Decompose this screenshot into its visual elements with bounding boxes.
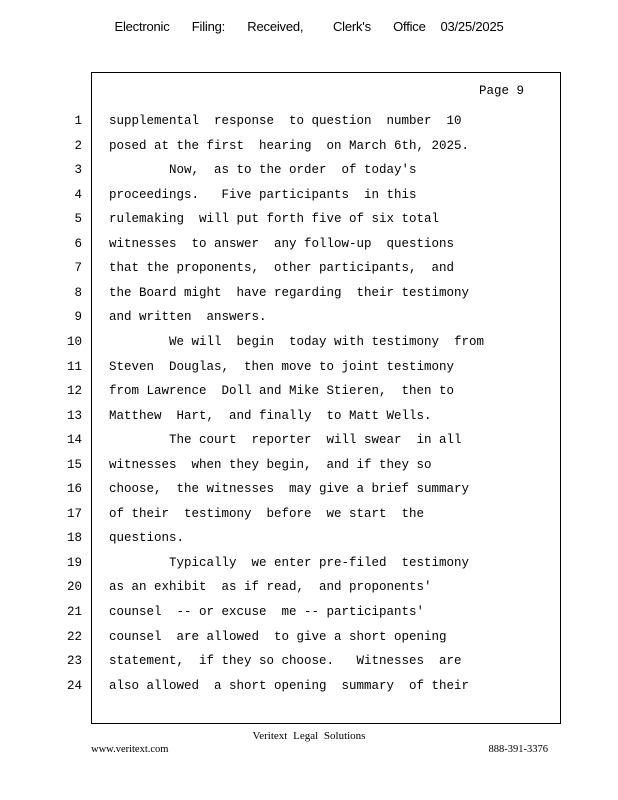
line-number: 12	[66, 384, 82, 398]
footer-phone: 888-391-3376	[488, 744, 548, 755]
line-number: 2	[74, 139, 82, 153]
transcript-line-text: posed at the first hearing on March 6th, 2025.	[109, 139, 470, 153]
transcript-line-text: Typically we enter pre-filed testimony	[109, 556, 470, 570]
transcript-line-text: witnesses to answer any follow-up questions	[109, 237, 455, 251]
transcript-line-text: proceedings. Five participants in this	[109, 188, 417, 202]
line-number: 22	[66, 630, 82, 644]
transcript-line-text: witnesses when they begin, and if they so	[109, 458, 432, 472]
line-number: 6	[74, 237, 82, 251]
line-number: 7	[74, 261, 82, 275]
transcript-line-text: also allowed a short opening summary of their	[109, 679, 470, 693]
line-number: 16	[66, 482, 82, 496]
transcript-line-text: Steven Douglas, then move to joint testimony	[109, 360, 455, 374]
transcript-line-text: and written answers.	[109, 310, 267, 324]
transcript-line-text: as an exhibit as if read, and proponents'	[109, 580, 432, 594]
filing-stamp-header: Electronic Filing: Received, Clerk's Office 03/25/2025	[114, 19, 504, 34]
line-number: 4	[74, 188, 82, 202]
transcript-line-text: questions.	[109, 531, 185, 545]
transcript-line-text: Now, as to the order of today's	[109, 163, 417, 177]
transcript-line-text: The court reporter will swear in all	[109, 433, 462, 447]
transcript-line-text: Matthew Hart, and finally to Matt Wells.	[109, 409, 432, 423]
transcript-line-text: counsel -- or excuse me -- participants'	[109, 605, 425, 619]
transcript-line-text: counsel are allowed to give a short opening	[109, 630, 447, 644]
transcript-line-text: rulemaking will put forth five of six total	[109, 212, 440, 226]
footer-company: Veritext Legal Solutions	[252, 730, 366, 742]
line-number: 14	[66, 433, 82, 447]
line-number: 23	[66, 654, 82, 668]
line-number: 24	[66, 679, 82, 693]
transcript-line-text: supplemental response to question number 10	[109, 114, 462, 128]
line-number: 17	[66, 507, 82, 521]
transcript-line-text: We will begin today with testimony from	[109, 335, 485, 349]
line-number: 5	[74, 212, 82, 226]
transcript-line-text: choose, the witnesses may give a brief summary	[109, 482, 470, 496]
line-number: 10	[66, 335, 82, 349]
transcript-line-text: statement, if they so choose. Witnesses are	[109, 654, 462, 668]
transcript-line-text: of their testimony before we start the	[109, 507, 425, 521]
line-number: 1	[74, 114, 82, 128]
line-number: 19	[66, 556, 82, 570]
transcript-line-text: the Board might have regarding their testimony	[109, 286, 470, 300]
transcript-line-text: that the proponents, other participants, and	[109, 261, 455, 275]
line-number: 9	[74, 310, 82, 324]
line-number: 3	[74, 163, 82, 177]
line-number: 11	[66, 360, 82, 374]
footer-website: www.veritext.com	[91, 744, 169, 755]
line-number: 18	[66, 531, 82, 545]
line-number: 15	[66, 458, 82, 472]
line-number: 8	[74, 286, 82, 300]
line-number: 20	[66, 580, 82, 594]
line-number: 13	[66, 409, 82, 423]
transcript-line-text: from Lawrence Doll and Mike Stieren, then to	[109, 384, 455, 398]
page-number: Page 9	[479, 84, 525, 98]
line-number: 21	[66, 605, 82, 619]
